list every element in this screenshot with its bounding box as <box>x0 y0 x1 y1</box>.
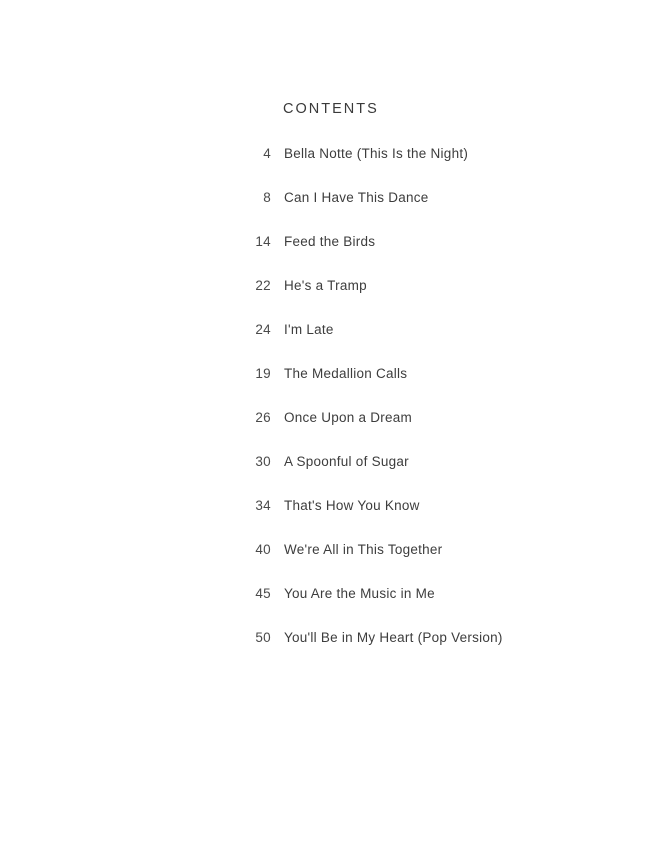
toc-entry[interactable] <box>0 542 648 586</box>
table-of-contents <box>0 146 648 674</box>
toc-page-number: 8 <box>263 190 271 205</box>
toc-page-number: 34 <box>255 498 271 513</box>
toc-entry-title: The Medallion Calls <box>284 366 408 381</box>
toc-entry[interactable] <box>0 322 648 366</box>
toc-entry[interactable] <box>0 630 648 674</box>
toc-page-number: 22 <box>255 278 271 293</box>
toc-entry[interactable] <box>0 498 648 542</box>
toc-entry[interactable] <box>0 146 648 190</box>
toc-entry-title: I'm Late <box>284 322 334 337</box>
toc-page-number: 24 <box>255 322 271 337</box>
toc-entry-title: That's How You Know <box>284 498 420 513</box>
toc-entry-title: Feed the Birds <box>284 234 376 249</box>
toc-entry-title: He's a Tramp <box>284 278 367 293</box>
toc-page-number: 30 <box>255 454 271 469</box>
toc-entry-title: We're All in This Together <box>284 542 443 557</box>
toc-entry-title: Can I Have This Dance <box>284 190 429 205</box>
toc-entry[interactable] <box>0 410 648 454</box>
page-title: CONTENTS <box>283 101 379 117</box>
toc-page-number: 19 <box>255 366 271 381</box>
toc-entry[interactable] <box>0 454 648 498</box>
toc-entry-title: You Are the Music in Me <box>284 586 435 601</box>
toc-entry[interactable] <box>0 278 648 322</box>
toc-entry[interactable] <box>0 234 648 278</box>
toc-page-number: 40 <box>255 542 271 557</box>
toc-page-number: 4 <box>263 146 271 161</box>
toc-entry-title: You'll Be in My Heart (Pop Version) <box>284 630 503 645</box>
toc-entry[interactable] <box>0 190 648 234</box>
toc-page-number: 14 <box>255 234 271 249</box>
toc-page-number: 26 <box>255 410 271 425</box>
toc-page-number: 45 <box>255 586 271 601</box>
toc-entry[interactable] <box>0 366 648 410</box>
toc-entry[interactable] <box>0 586 648 630</box>
toc-entry-title: A Spoonful of Sugar <box>284 454 409 469</box>
toc-entry-title: Once Upon a Dream <box>284 410 413 425</box>
toc-page-number: 50 <box>255 630 271 645</box>
toc-entry-title: Bella Notte (This Is the Night) <box>284 146 469 161</box>
